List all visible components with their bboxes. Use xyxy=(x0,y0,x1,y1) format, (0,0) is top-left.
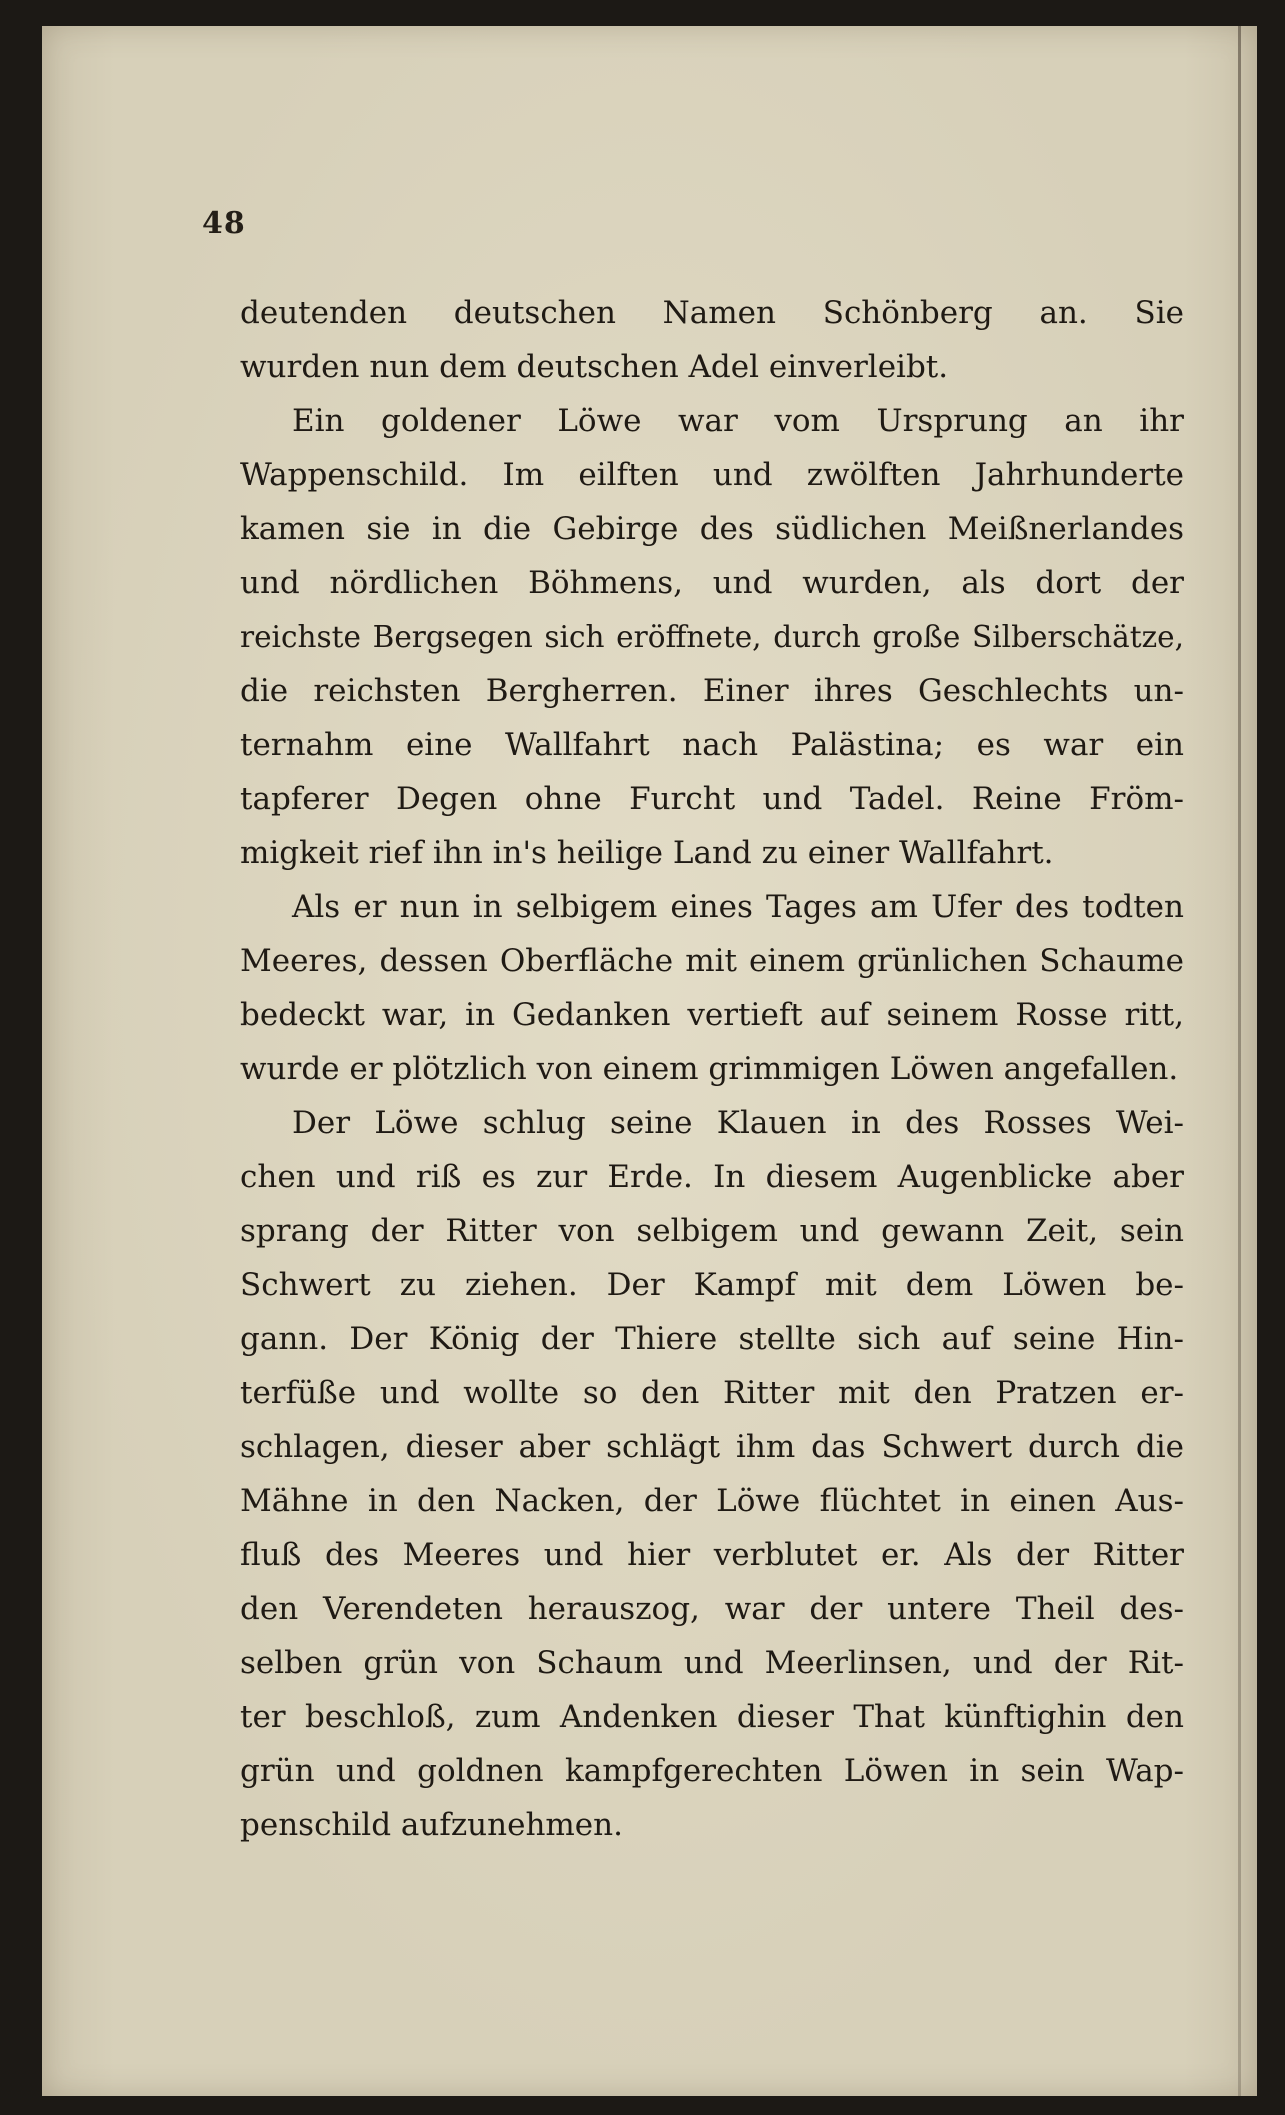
text-line: Meeres, dessen Oberfläche mit einem grünlichen Schaume xyxy=(240,943,1184,979)
text-line: migkeit rief ihn in's heilige Land zu einer Wallfahrt. xyxy=(240,835,1054,871)
text-line: kamen sie in die Gebirge des südlichen Meißnerlandes xyxy=(240,511,1184,547)
text-line: Der Löwe schlug seine Klauen in des Rosses Wei- xyxy=(292,1105,1184,1141)
text-line: penschild aufzunehmen. xyxy=(240,1807,623,1843)
text-line: den Verendeten herauszog, war der untere Theil des- xyxy=(240,1591,1184,1627)
text-line: ter beschloß, zum Andenken dieser That künftighin den xyxy=(240,1699,1184,1735)
text-line: und nördlichen Böhmens, und wurden, als dort der xyxy=(240,565,1184,601)
text-line: reichste Bergsegen sich eröffnete, durch große Silberschätze, xyxy=(240,620,1184,654)
text-line: Schwert zu ziehen. Der Kampf mit dem Löwen be- xyxy=(240,1267,1184,1303)
page-edge-shadow xyxy=(1238,26,1241,2096)
text-line: deutenden deutschen Namen Schönberg an. Sie xyxy=(240,295,1184,331)
text-line: Ein goldener Löwe war vom Ursprung an ihr xyxy=(292,403,1184,439)
text-line: die reichsten Bergherren. Einer ihres Geschlechts un- xyxy=(240,673,1184,709)
text-line: grün und goldnen kampfgerechten Löwen in sein Wap- xyxy=(240,1753,1184,1789)
text-line: ternahm eine Wallfahrt nach Palästina; es war ein xyxy=(240,727,1184,763)
text-line: Wappenschild. Im eilften und zwölften Jahrhunderte xyxy=(240,457,1184,493)
text-line: sprang der Ritter von selbigem und gewann Zeit, sein xyxy=(240,1213,1184,1249)
text-line: gann. Der König der Thiere stellte sich auf seine Hin- xyxy=(240,1321,1184,1357)
text-line: bedeckt war, in Gedanken vertieft auf seinem Rosse ritt, xyxy=(240,997,1184,1033)
text-line: Als er nun in selbigem eines Tages am Ufer des todten xyxy=(292,889,1184,925)
text-line: tapferer Degen ohne Furcht und Tadel. Reine Fröm- xyxy=(240,781,1184,817)
text-line: selben grün von Schaum und Meerlinsen, und der Rit- xyxy=(240,1645,1184,1681)
text-line: wurden nun dem deutschen Adel einverleibt. xyxy=(240,349,949,385)
text-line: fluß des Meeres und hier verblutet er. Als der Ritter xyxy=(240,1537,1184,1573)
text-line: terfüße und wollte so den Ritter mit den Pratzen er- xyxy=(240,1375,1184,1411)
body-text xyxy=(240,286,1184,1852)
page-number: 48 xyxy=(202,206,246,241)
text-line: schlagen, dieser aber schlägt ihm das Schwert durch die xyxy=(240,1429,1184,1465)
text-line: wurde er plötzlich von einem grimmigen Löwen angefallen. xyxy=(240,1051,1179,1087)
text-line: Mähne in den Nacken, der Löwe flüchtet in einen Aus- xyxy=(240,1483,1184,1519)
text-line: chen und riß es zur Erde. In diesem Augenblicke aber xyxy=(240,1159,1184,1195)
